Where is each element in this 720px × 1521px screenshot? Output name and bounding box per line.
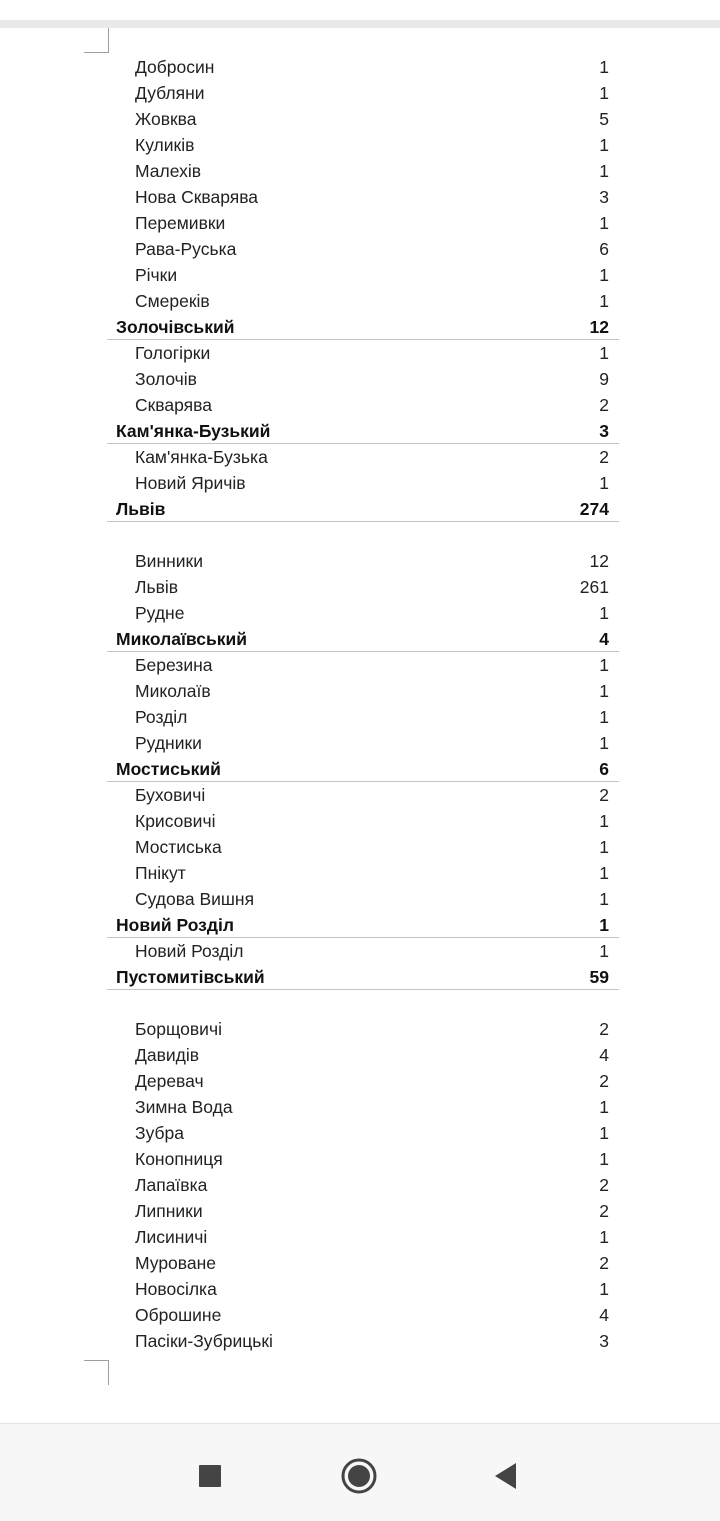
locality-count: 1 <box>599 1227 609 1247</box>
locality-name: Мостиська <box>135 837 222 857</box>
table-row <box>107 600 619 626</box>
group-row <box>107 912 619 938</box>
locality-count: 1 <box>599 655 609 675</box>
group-name: Новий Розділ <box>116 915 234 935</box>
android-navigation-bar <box>0 1423 720 1521</box>
page-corner-mark-bottom <box>84 1360 109 1385</box>
table-row <box>107 730 619 756</box>
group-count: 274 <box>579 499 609 519</box>
locality-name: Новий Яричів <box>135 473 246 493</box>
group-row <box>107 496 619 522</box>
locality-name: Малехів <box>135 161 202 181</box>
locality-name: Перемивки <box>135 213 226 233</box>
group-count: 59 <box>589 967 609 987</box>
square-icon <box>197 1463 223 1489</box>
locality-count: 2 <box>599 1253 609 1273</box>
locality-name: Муроване <box>135 1253 217 1273</box>
locality-count: 1 <box>599 1123 609 1143</box>
locality-name: Деревач <box>135 1071 204 1091</box>
table-row <box>107 860 619 886</box>
table-row <box>107 210 619 236</box>
table-row <box>107 340 619 366</box>
group-name: Миколаївський <box>116 629 247 649</box>
table-row <box>107 1094 619 1120</box>
table-row <box>107 652 619 678</box>
locality-count: 1 <box>599 603 609 623</box>
locality-name: Пнікут <box>135 863 186 883</box>
locality-count: 1 <box>599 473 609 493</box>
table-row <box>107 938 619 964</box>
locality-count: 1 <box>599 733 609 753</box>
table-row <box>107 158 619 184</box>
table-row <box>107 808 619 834</box>
locality-count-table <box>107 54 619 1354</box>
locality-count: 1 <box>599 83 609 103</box>
locality-name: Липники <box>135 1201 203 1221</box>
table-row <box>107 678 619 704</box>
locality-name: Давидів <box>135 1045 200 1065</box>
table-row <box>107 1224 619 1250</box>
group-row <box>107 756 619 782</box>
locality-count: 261 <box>579 577 609 597</box>
locality-count: 1 <box>599 161 609 181</box>
locality-count: 3 <box>599 187 609 207</box>
table-row <box>107 574 619 600</box>
locality-count: 1 <box>599 213 609 233</box>
locality-count: 1 <box>599 265 609 285</box>
group-row <box>107 964 619 990</box>
locality-name: Річки <box>135 265 178 285</box>
locality-name: Скварява <box>135 395 212 415</box>
table-row <box>107 444 619 470</box>
table-row <box>107 1302 619 1328</box>
table-row <box>107 1016 619 1042</box>
locality-name: Нова Скварява <box>135 187 259 207</box>
back-button[interactable] <box>484 1454 528 1498</box>
table-row <box>107 1198 619 1224</box>
locality-count: 1 <box>599 1279 609 1299</box>
locality-name: Новосілка <box>135 1279 217 1299</box>
group-row <box>107 626 619 652</box>
table-row <box>107 236 619 262</box>
group-row <box>107 418 619 444</box>
locality-name: Зимна Вода <box>135 1097 233 1117</box>
locality-count: 1 <box>599 291 609 311</box>
locality-count: 2 <box>599 395 609 415</box>
table-row <box>107 834 619 860</box>
locality-count: 4 <box>599 1045 609 1065</box>
locality-count: 1 <box>599 57 609 77</box>
table-row <box>107 392 619 418</box>
table-row <box>107 1276 619 1302</box>
locality-count: 1 <box>599 837 609 857</box>
table-row <box>107 1250 619 1276</box>
table-row <box>107 470 619 496</box>
group-name: Кам'янка-Бузький <box>116 421 271 441</box>
locality-name: Винники <box>135 551 203 571</box>
triangle-back-icon <box>492 1461 520 1491</box>
table-row <box>107 548 619 574</box>
locality-count: 6 <box>599 239 609 259</box>
table-row <box>107 184 619 210</box>
locality-name: Смереків <box>135 291 210 311</box>
locality-name: Буховичі <box>135 785 206 805</box>
locality-count: 3 <box>599 1331 609 1351</box>
locality-count: 2 <box>599 1201 609 1221</box>
locality-name: Крисовичі <box>135 811 216 831</box>
locality-count: 1 <box>599 863 609 883</box>
table-row <box>107 1120 619 1146</box>
recent-apps-button[interactable] <box>188 1454 232 1498</box>
locality-name: Гологірки <box>135 343 211 363</box>
locality-name: Конопниця <box>135 1149 223 1169</box>
locality-name: Судова Вишня <box>135 889 255 909</box>
locality-count: 2 <box>599 785 609 805</box>
table-row <box>107 262 619 288</box>
locality-count: 5 <box>599 109 609 129</box>
locality-name: Жовква <box>135 109 197 129</box>
locality-name: Добросин <box>135 57 215 77</box>
table-row <box>107 106 619 132</box>
locality-count: 1 <box>599 1097 609 1117</box>
table-row <box>107 886 619 912</box>
table-row <box>107 54 619 80</box>
locality-name: Золочів <box>135 369 197 389</box>
locality-count: 1 <box>599 889 609 909</box>
table-row <box>107 704 619 730</box>
locality-count: 12 <box>589 551 609 571</box>
locality-name: Новий Розділ <box>135 941 244 961</box>
locality-count: 2 <box>599 1019 609 1039</box>
locality-count: 1 <box>599 811 609 831</box>
locality-name: Лапаївка <box>135 1175 208 1195</box>
group-count: 6 <box>599 759 609 779</box>
locality-name: Борщовичі <box>135 1019 222 1039</box>
locality-count: 1 <box>599 681 609 701</box>
locality-count: 1 <box>599 343 609 363</box>
locality-name: Березина <box>135 655 213 675</box>
group-count: 4 <box>599 629 609 649</box>
locality-name: Рава-Руська <box>135 239 237 259</box>
table-row <box>107 80 619 106</box>
locality-name: Куликів <box>135 135 195 155</box>
top-status-strip <box>0 20 720 28</box>
locality-name: Львів <box>135 577 179 597</box>
circle-icon <box>340 1457 378 1495</box>
locality-name: Оброшине <box>135 1305 222 1325</box>
locality-name: Розділ <box>135 707 188 727</box>
locality-count: 1 <box>599 941 609 961</box>
table-row <box>107 1328 619 1354</box>
locality-name: Зубра <box>135 1123 185 1143</box>
locality-count: 2 <box>599 447 609 467</box>
table-row <box>107 366 619 392</box>
group-row <box>107 314 619 340</box>
home-button[interactable] <box>337 1454 381 1498</box>
locality-name: Рудне <box>135 603 185 623</box>
locality-count: 4 <box>599 1305 609 1325</box>
group-count: 3 <box>599 421 609 441</box>
locality-name: Пасіки-Зубрицькі <box>135 1331 273 1351</box>
page-corner-mark-top <box>84 28 109 53</box>
locality-name: Миколаїв <box>135 681 211 701</box>
locality-name: Дубляни <box>135 83 205 103</box>
table-row <box>107 1172 619 1198</box>
group-name: Львів <box>116 499 166 519</box>
table-row <box>107 132 619 158</box>
locality-count: 1 <box>599 1149 609 1169</box>
locality-count: 9 <box>599 369 609 389</box>
locality-name: Лисиничі <box>135 1227 208 1247</box>
locality-count: 2 <box>599 1071 609 1091</box>
locality-name: Кам'янка-Бузька <box>135 447 268 467</box>
table-row <box>107 1042 619 1068</box>
locality-count: 2 <box>599 1175 609 1195</box>
table-row <box>107 782 619 808</box>
group-count: 12 <box>589 317 609 337</box>
table-row <box>107 1146 619 1172</box>
group-name: Золочівський <box>116 317 235 337</box>
table-row <box>107 1068 619 1094</box>
group-count: 1 <box>599 915 609 935</box>
group-name: Мостиський <box>116 759 221 779</box>
table-row <box>107 288 619 314</box>
locality-count: 1 <box>599 135 609 155</box>
group-name: Пустомитівський <box>116 967 265 987</box>
locality-name: Рудники <box>135 733 202 753</box>
locality-count: 1 <box>599 707 609 727</box>
